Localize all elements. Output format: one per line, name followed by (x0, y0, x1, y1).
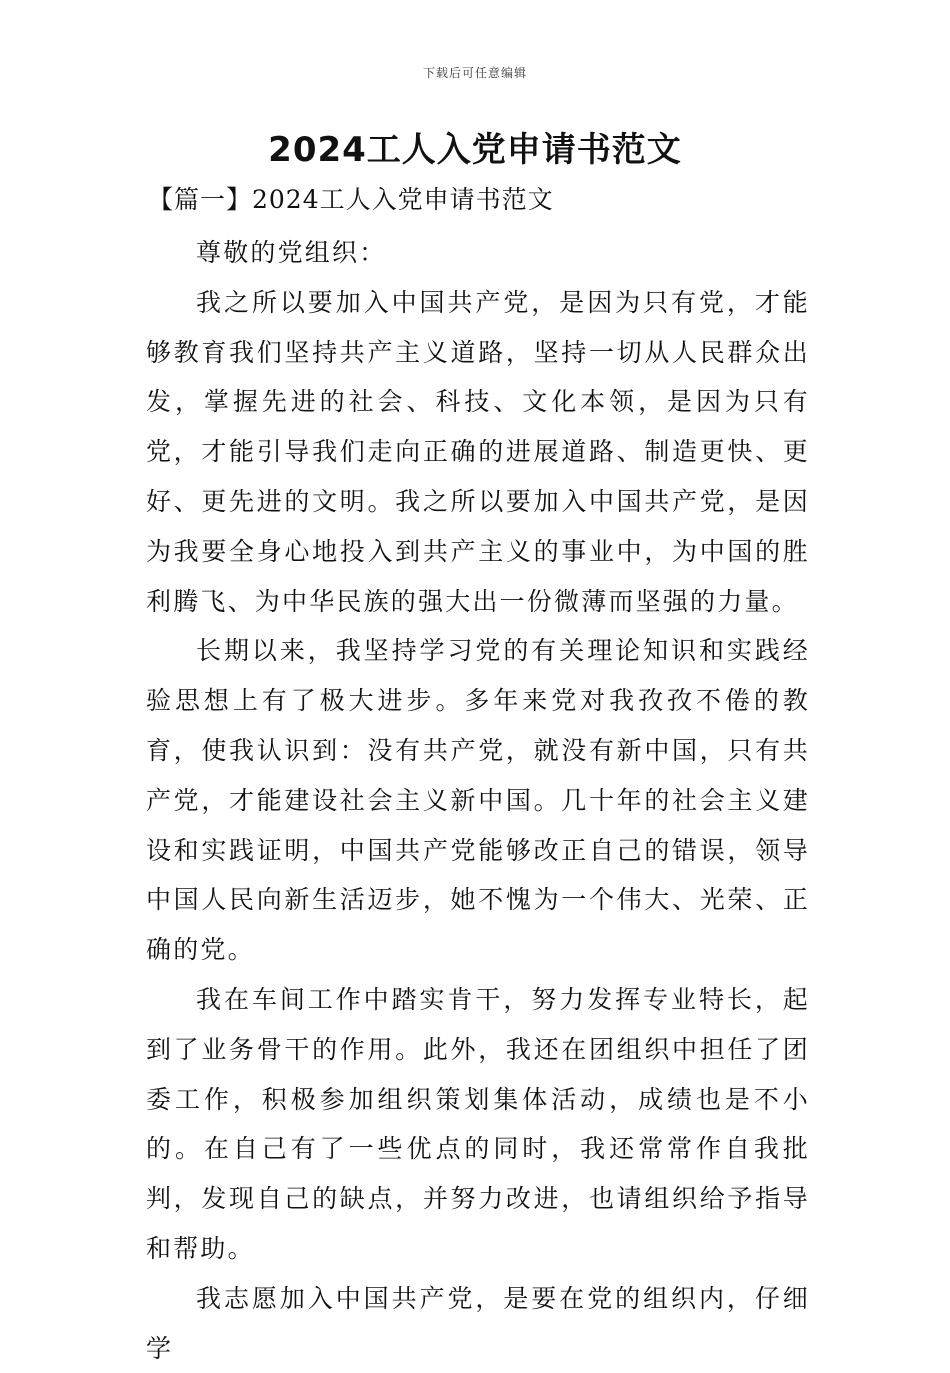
paragraph-2: 长期以来，我坚持学习党的有关理论知识和实践经验思想上有了极大进步。多年来党对我孜孜不倦的教育，使我认识到：没有共产党，就没有新中国，只有共产党，才能建设社会主义新中国。几十年的社会主义建设和实践证明，中国共产党能够改正自己的错误，领导中国人民向新生活迈步，她不愧为一个伟大、光荣、正确的党。 (146, 636, 810, 965)
paragraph-3: 我在车间工作中踏实肯干，努力发挥专业特长，起到了业务骨干的作用。此外，我还在团组织中担任了团委工作，积极参加组织策划集体活动，成绩也是不小的。在自己有了一些优点的同时，我还常常作自我批判，发现自己的缺点，并努力改进，也请组织给予指导和帮助。 (146, 984, 810, 1263)
paragraph-1: 我之所以要加入中国共产党，是因为只有党，才能够教育我们坚持共产主义道路，坚持一切从人民群众出发，掌握先进的社会、科技、文化本领，是因为只有党，才能引导我们走向正确的进展道路、制造更快、更好、更先进的文明。我之所以要加入中国共产党，是因为我要全身心地投入到共产主义的事业中，为中国的胜利腾飞、为中华民族的强大出一份微薄而坚强的力量。 (146, 287, 810, 616)
paragraph-4: 我志愿加入中国共产党，是要在党的组织内，仔细学 (146, 1283, 810, 1363)
section-heading: 【篇一】2024工人入党申请书范文 (148, 185, 554, 214)
header-note: 下载后可任意编辑 (422, 66, 527, 80)
document-body (146, 228, 810, 1373)
document-title: 2024工人入党申请书范文 (268, 130, 682, 170)
salutation: 尊敬的党组织： (196, 238, 387, 267)
